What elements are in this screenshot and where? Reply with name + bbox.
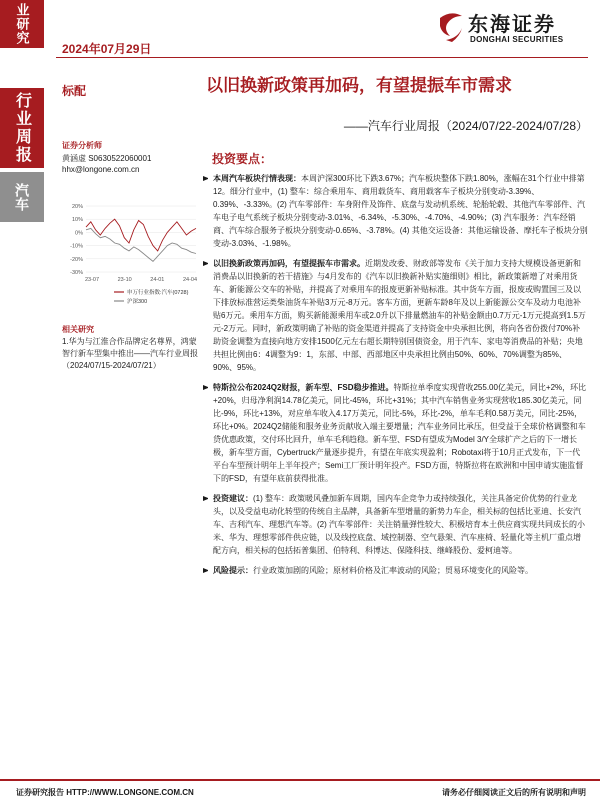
- chart-y-tick-label: 0%: [75, 230, 83, 237]
- bullet-arrow-icon: [203, 385, 208, 390]
- key-point-market-performance: [203, 172, 588, 250]
- chart-legend-label: 申万行业指数:汽车(0728): [127, 290, 189, 296]
- key-point-risk: [203, 564, 588, 577]
- footer-divider: [0, 779, 600, 781]
- chart-y-tick-label: -30%: [70, 270, 83, 276]
- chart-x-tick-label: 23-10: [117, 277, 132, 283]
- bullet-arrow-icon: [203, 568, 208, 573]
- key-points-list: [203, 172, 588, 577]
- key-point-tesla: [203, 381, 588, 485]
- chart-canvas: [60, 202, 200, 312]
- logo-chinese-text: 东海证券: [468, 14, 556, 36]
- key-point-lead: 特斯拉公布2024Q2财报，新车型、FSD稳步推进。: [213, 383, 394, 392]
- chart-legend-label: 沪深300: [127, 299, 148, 305]
- report-category-label: 行业周报: [0, 88, 44, 168]
- key-points-heading: 投资要点：: [212, 152, 273, 166]
- bullet-arrow-icon: [203, 496, 208, 501]
- report-title: 以旧换新政策再加码，有望提振车市需求: [206, 76, 512, 95]
- chart-x-tick-label: 23-07: [84, 277, 100, 283]
- key-point-policy: [203, 257, 588, 374]
- index-performance-chart: [60, 202, 200, 312]
- key-point-lead: 以旧换新政策再加码，有望提振车市需求。: [213, 259, 365, 268]
- key-point-text: 行业政策加剧的风险；原材料价格及汇率波动的风险；贸易环境变化的风险等。: [253, 566, 533, 575]
- chart-x-tick-label: 24-01: [150, 277, 165, 283]
- related-research-heading: 相关研究: [62, 325, 94, 334]
- key-point-lead: 风险提示：: [213, 566, 253, 575]
- chart-series-line: [86, 228, 196, 261]
- bullet-arrow-icon: [203, 176, 208, 181]
- chart-x-tick-label: 24-04: [182, 277, 198, 283]
- key-point-text: 特斯拉单季度实现营收255.00亿美元，同比+2%，环比+20%，归母净利润14.78亿美元，同比-45%，环比+31%；其中汽车销售业务实现营收185.30亿美元，同比-9%，环比+13%，对应单车收入4.17万美元，同比-5%，环比-2%，单车毛利0.58万美元，同比-25%，环比+0%。2024Q2储能和服务业务贡献收入端主要增量；汽车业务同比承压，但受益于全球价格调整和车贷优惠政策，交付环比回升，单车毛利趋稳。新车型、FSD有望成为Model 3/Y全球扩产之后的下一增长极，新车型方面，Cybertruck产量逐步提升，有望在年底实现盈利；Robotaxi将于10月正式发布，下一代平台车型预计明年上半年投产；Semi工厂预计明年投产。FSD方面，特斯拉将在欧洲和中国申请实施监督下的FSD，有望年底前获得批准。: [213, 383, 587, 483]
- footer-disclaimer: 请务必仔细阅读正文后的所有说明和声明: [442, 788, 586, 797]
- key-point-investment-advice: [203, 492, 588, 557]
- key-point-text: 近期发改委、财政部等发布《关于加力支持大规模设备更新和消费品以旧换新的若干措施》与4月发布的《汽车以旧换新补贴实施细则》相比，新政策新增了对乘用货车、新能源公交车的补贴，并提高了对乘用车的报废更新补贴标准。其中货车方面，报废或购置国三及以下排放标准营运类柴油货车补贴3万元-8万元。客车方面，更新车龄8年及以上新能源公交车及动力电池补贴6万元。乘用车方面，购买新能源乘用车或2.0升以下排量燃油车的补贴金额由0.7万元-1万元提高到1.5万元-2万元。同时，新政策明确了补贴的资金渠道并提高了支持资金中央承担比例，将向各省份拨付70%补助资金调整为直接向地方安排1500亿元左右超长期特别国债资金，用于汽车、家电等消费品的补贴；央地共担比例由6：4调整为9：1，东部、中部、西部地区中央承担比例由50%、60%、70%调整为85%、90%、95%。: [213, 259, 586, 372]
- left-sidebar: [0, 0, 44, 800]
- report-type-label: 业研究: [0, 0, 44, 48]
- key-point-text: 本周沪深300环比下跌3.67%；汽车板块整体下跌1.80%，涨幅在31个行业中排第12。细分行业中，(1) 整车：综合乘用车、商用载货车、商用载客车子板块分别变动-3.39%、0.39%、-3.33%。(2) 汽车零部件：车身附件及饰件、底盘与发动机系统、轮胎轮毂、其他汽车零部件、汽车电子电气系统子板块分别变动-3.01%、-6.34%、-5.30%、-4.70%、-4.90%；(3) 汽车服务：汽车经销商、汽车综合服务子板块分别变动-0.65%、-3.78%。(4) 其他交运设备：其他运输设备、摩托车子板块分别变动-3.03%、-1.98%。: [213, 174, 588, 248]
- bullet-arrow-icon: [203, 261, 208, 266]
- footer-website[interactable]: 证券研究报告 HTTP://WWW.LONGONE.COM.CN: [16, 788, 194, 797]
- chart-y-tick-label: 10%: [71, 217, 83, 224]
- related-research-item[interactable]: 1.华为与江淮合作品牌定名尊界，鸿蒙智行新车型集中推出——汽车行业周报（2024/07/15-2024/07/21）: [62, 337, 198, 370]
- key-point-lead: 投资建议：: [213, 494, 253, 503]
- chart-y-tick-label: -10%: [70, 243, 83, 250]
- header-divider: [56, 57, 588, 58]
- logo-english-text: DONGHAI SECURITIES: [470, 35, 564, 44]
- report-subtitle: ——汽车行业周报（2024/07/22-2024/07/28）: [343, 119, 588, 133]
- industry-rating: 标配: [62, 84, 87, 98]
- sector-label: 汽车: [0, 172, 44, 222]
- company-logo: [438, 8, 588, 48]
- analyst-name: 黄涵虚 S0630522060001: [62, 154, 152, 163]
- wave-logo-icon: [438, 10, 464, 44]
- report-date: 2024年07月29日: [62, 42, 152, 56]
- chart-y-tick-label: 20%: [71, 204, 83, 210]
- analyst-heading: 证券分析师: [62, 141, 102, 150]
- key-point-text: (1) 整车：政策暖风叠加新车周期，国内车企竞争力或持续强化，关注具备定价优势的行业龙头，以及受益电动化转型的传统自主品牌，具备新车型增量的新势力车企，相关标的包括比亚迪、长安汽车、吉利汽车、理想汽车等。(2) 汽车零部件：关注销量弹性较大、积极培育本土供应商实现共同成长的小米、华为、理想零部件供应链，以及线控底盘、域控制器、空气悬架、汽车座椅、轻量化等主机厂重点增配方向，相关标的包括拓普集团、伯特利、科博达、保隆科技、继峰股份、爱柯迪等。: [213, 494, 585, 555]
- analyst-email[interactable]: hhx@longone.com.cn: [62, 165, 140, 174]
- key-point-lead: 本周汽车板块行情表现：: [213, 174, 301, 183]
- chart-y-tick-label: -20%: [70, 256, 83, 263]
